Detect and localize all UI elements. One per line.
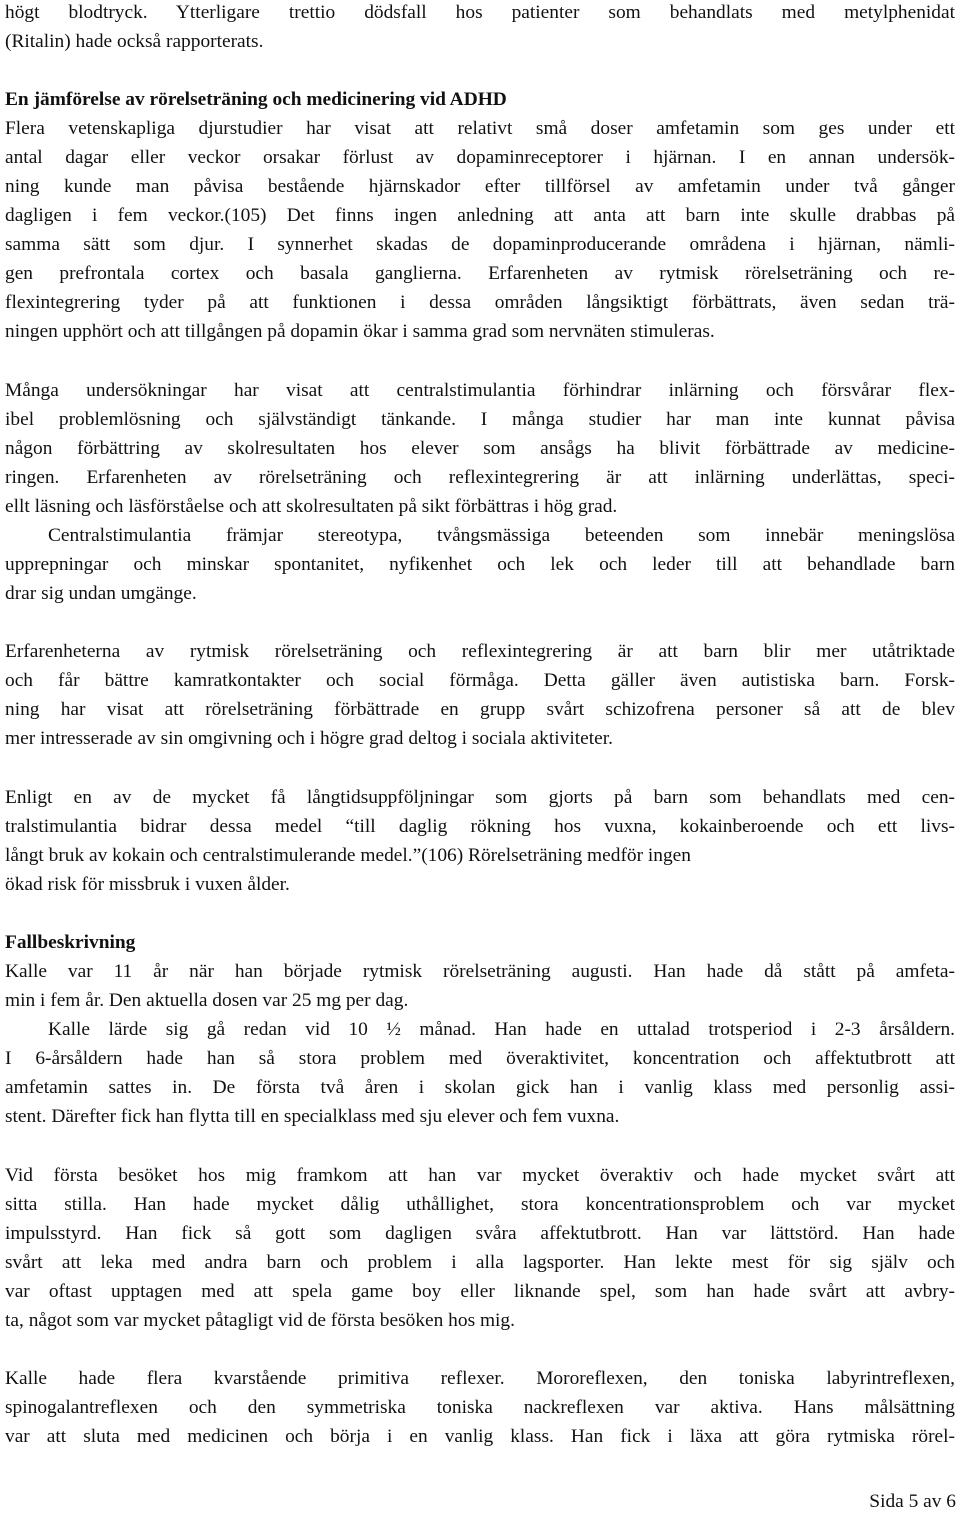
text-line: dagligen i fem veckor.(105) Det finns ingen anledning att anta att barn inte skulle drabbas på	[5, 205, 955, 226]
text-line: gen prefrontala cortex och basala ganglierna. Erfarenheten av rytmisk rörelseträning och re-	[5, 263, 955, 284]
text-line: spinogalantreflexen och den symmetriska toniska nackreflexen var aktiva. Hans målsättning	[5, 1397, 955, 1418]
text-line: upprepningar och minskar spontanitet, nyfikenhet och lek och leder till att behandlade barn	[5, 554, 955, 575]
text-line: Kalle lärde sig gå redan vid 10 ½ månad. Han hade en uttalad trotsperiod i 2-3 årsåldern.	[48, 1019, 955, 1040]
text-line: tralstimulantia bidrar dessa medel “till daglig rökning hos vuxna, kokainberoende och ett livs-	[5, 816, 955, 837]
text-line: amfetamin sattes in. De första två åren i skolan gick han i vanlig klass med personlig assi-	[5, 1077, 955, 1098]
section-heading: En jämförelse av rörelseträning och medicinering vid ADHD	[5, 89, 507, 110]
text-line: ibel problemlösning och självständigt tänkande. I många studier har man inte kunnat påvisa	[5, 409, 955, 430]
text-line: ning kunde man påvisa bestående hjärnskador efter tillförsel av amfetamin under två gånger	[5, 176, 955, 197]
text-line: antal dagar eller veckor orsakar förlust av dopaminreceptorer i hjärnan. I en annan undersök-	[5, 147, 955, 168]
text-line: ningen upphört och att tillgången på dopamin ökar i samma grad som nervnäten stimuleras.	[5, 321, 715, 342]
text-line: Kalle hade flera kvarstående primitiva reflexer. Mororeflexen, den toniska labyrintreflexen,	[5, 1368, 955, 1389]
text-line: var att sluta med medicinen och börja i en vanlig klass. Han fick i läxa att göra rytmiska rörel-	[5, 1426, 955, 1447]
text-line: drar sig undan umgänge.	[5, 583, 197, 604]
text-line: I 6-årsåldern hade han så stora problem med överaktivitet, koncentration och affektutbrott att	[5, 1048, 955, 1069]
text-line: stent. Därefter fick han flytta till en specialklass med sju elever och fem vuxna.	[5, 1106, 620, 1127]
text-line: någon förbättring av skolresultaten hos elever som ansågs ha blivit förbättrade av medicine-	[5, 438, 955, 459]
text-line: sitta stilla. Han hade mycket dålig uthållighet, stora koncentrationsproblem och var mycket	[5, 1194, 955, 1215]
text-line: Vid första besöket hos mig framkom att han var mycket överaktiv och hade mycket svårt att	[5, 1165, 955, 1186]
text-line: flexintegrering tyder på att funktionen i dessa områden långsiktigt förbättrats, även sedan trä-	[5, 292, 955, 313]
text-line: långt bruk av kokain och centralstimulerande medel.”(106) Rörelseträning medför ingen	[5, 845, 691, 866]
text-line: ellt läsning och läsförståelse och att skolresultaten på sikt förbättras i hög grad.	[5, 496, 618, 517]
section-heading: Fallbeskrivning	[5, 932, 136, 953]
text-line: Erfarenheterna av rytmisk rörelseträning och reflexintegrering är att barn blir mer utåtriktade	[5, 641, 955, 662]
text-line: min i fem år. Den aktuella dosen var 25 mg per dag.	[5, 990, 409, 1011]
text-line: var oftast upptagen med att spela game boy eller liknande spel, som han hade svårt att avbry-	[5, 1281, 955, 1302]
text-line: impulsstyrd. Han fick så gott som dagligen svåra affektutbrott. Han var lättstörd. Han hade	[5, 1223, 955, 1244]
text-line: ökad risk för missbruk i vuxen ålder.	[5, 874, 290, 895]
text-line: ringen. Erfarenheten av rörelseträning och reflexintegrering är att inlärning underlättas, speci-	[5, 467, 955, 488]
text-line: mer intresserade av sin omgivning och i högre grad deltog i sociala aktiviteter.	[5, 728, 613, 749]
text-line: Flera vetenskapliga djurstudier har visat att relativt små doser amfetamin som ges under ett	[5, 118, 955, 139]
page-number: Sida 5 av 6	[869, 1491, 956, 1512]
text-line: ning har visat att rörelseträning förbättrade en grupp svårt schizofrena personer så att de blev	[5, 699, 955, 720]
text-line: (Ritalin) hade också rapporterats.	[5, 31, 264, 52]
text-line: och får bättre kamratkontakter och social förmåga. Detta gäller även autistiska barn. Forsk-	[5, 670, 955, 691]
text-line: ta, något som var mycket påtagligt vid de första besöken hos mig.	[5, 1310, 515, 1331]
text-line: Centralstimulantia främjar stereotypa, tvångsmässiga beteenden som innebär meningslösa	[48, 525, 955, 546]
text-line: högt blodtryck. Ytterligare trettio dödsfall hos patienter som behandlats med metylphenidat	[5, 2, 955, 23]
text-line: Enligt en av de mycket få långtidsuppföljningar som gjorts på barn som behandlats med cen-	[5, 787, 955, 808]
text-line: samma sätt som djur. I synnerhet skadas de dopaminproducerande områdena i hjärnan, nämli-	[5, 234, 955, 255]
text-line: svårt att leka med andra barn och problem i alla lagsporter. Han lekte mest för sig själv och	[5, 1252, 955, 1273]
text-line: Många undersökningar har visat att centralstimulantia förhindrar inlärning och försvårar flex-	[5, 380, 955, 401]
text-line: Kalle var 11 år när han började rytmisk rörelseträning augusti. Han hade då stått på amfeta-	[5, 961, 955, 982]
